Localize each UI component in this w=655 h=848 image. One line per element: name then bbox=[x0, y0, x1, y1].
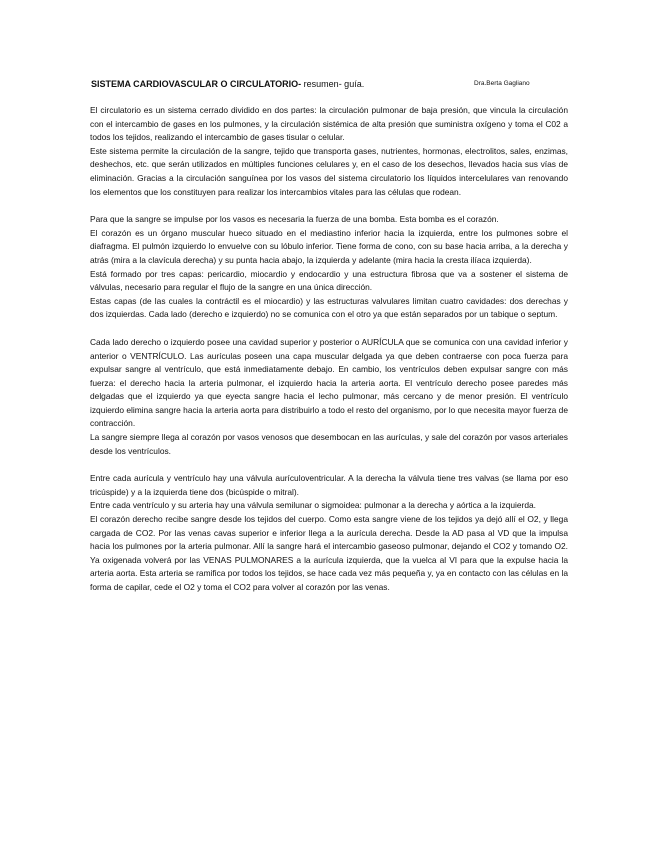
paragraph-8: La sangre siempre llega al corazón por vasos venosos que desembocan en las aurículas, y sale del corazón por vasos arteriales desde los ventrículos. bbox=[90, 432, 568, 456]
author-name: Dra.Berta Gagliano bbox=[474, 80, 530, 87]
paragraph-7: Cada lado derecho o izquierdo posee una cavidad superior y posterior o AURÍCULA que se comunica con una cavidad inferior y anterior o VENTRÍCULO. Las aurículas poseen una capa muscular delgada ya que deben contraerse con poca fuerza para expulsar sangre al ventrículo, que está inmediatamente debajo. En cambio, los ventrículos deben expulsar sangre con más fuerza: el derecho hacia la arteria pulmonar, el izquierdo hacia la arteria aorta. El ventrículo derecho posee paredes más delgadas que el izquierdo ya que eyecta sangre hacia el lecho pulmonar, más cercano y de menor presión. El ventrículo izquierdo elimina sangre hacia la arteria aorta para distribuirlo a todo el resto del organismo, por lo que necesita mayor fuerza de contracción. bbox=[90, 336, 568, 429]
paragraph-3: Para que la sangre se impulse por los vasos es necesaria la fuerza de una bomba. Esta bomba es el corazón. bbox=[90, 214, 499, 225]
document-body bbox=[90, 104, 568, 595]
document-subtitle: resumen- guía. bbox=[301, 79, 365, 89]
paragraph-4: El corazón es un órgano muscular hueco situado en el mediastino inferior hacia la izquierda, entre los pulmones sobre el diafragma. El pulmón izquierdo lo envuelve con su lóbulo inferior. Tiene forma de cono, con su base hacia arriba, a la derecha y atrás (mira a la clavícula derecha) y su punta hacia abajo, la izquierda y adelante (mira hacia la cresta ilíaca izquierda). bbox=[90, 227, 568, 265]
paragraph-10: Entre cada ventrículo y su arteria hay una válvula semilunar o sigmoidea: pulmonar a la derecha y aórtica a la izquierda. bbox=[90, 500, 536, 511]
paragraph-5: Está formado por tres capas: pericardio, miocardio y endocardio y una estructura fibrosa que va a sostener el sistema de válvulas, necesario para regular el flujo de la sangre en una única dirección. bbox=[90, 268, 568, 293]
paragraph-9: Entre cada aurícula y ventrículo hay una válvula aurículoventricular. A la derecha la válvula tiene tres valvas (se llama por eso tricúspide) y a la izquierda tiene dos (bicúspide o mitral). bbox=[90, 473, 568, 497]
paragraph-1: El circulatorio es un sistema cerrado dividido en dos partes: la circulación pulmonar de baja presión, que vincula la circulación con el intercambio de gases en los pulmones, y la circulación sistémica de alta presión que suministra oxígeno y toma el C02 a todos los tejidos, realizando el intercambio de gases tisular o celular. bbox=[90, 105, 568, 143]
document-header bbox=[91, 78, 571, 90]
paragraph-6: Estas capas (de las cuales la contráctil es el miocardio) y las estructuras valvulares limitan cuatro cavidades: dos derechas y dos izquierdas. Cada lado (derecho e izquierdo) no se comunica con el otro ya que están separados por un tabique o septum. bbox=[90, 295, 568, 320]
paragraph-2: Este sistema permite la circulación de la sangre, tejido que transporta gases, nutrientes, hormonas, electrolitos, sales, enzimas, deshechos, etc. que serán utilizados en múltiples funciones celulares y, en el caso de los desechos, llevados hacia sus vías de eliminación. Gracias a la circulación sanguínea por los vasos del sistema circulatorio los líquidos intercelulares van renovando los elementos que los constituyen para realizar los intercambios vitales para las células que rodean. bbox=[90, 145, 568, 197]
document-title: SISTEMA CARDIOVASCULAR O CIRCULATORIO- bbox=[91, 79, 302, 89]
paragraph-11: El corazón derecho recibe sangre desde los tejidos del cuerpo. Como esta sangre viene de los tejidos ya dejó allí el O2, y llega cargada de CO2. Por las venas cavas superior e inferior llega a la aurícula derecha. Desde la AD pasa al VD que la impulsa hacia los pulmones por la arteria pulmonar. Allí la sangre hará el intercambio gaseoso pulmonar, dejando el CO2 y tomando O2. Ya oxigenada volverá por las VENAS PULMONARES a la aurícula izquierda, que la vuelca al VI para que la expulse hacia la arteria aorta. Esta arteria se ramifica por todos los tejidos, se hace cada vez más pequeña y, ya en contacto con las células en la forma de capilar, cede el O2 y toma el CO2 para volver al corazón por las venas. bbox=[90, 514, 568, 592]
